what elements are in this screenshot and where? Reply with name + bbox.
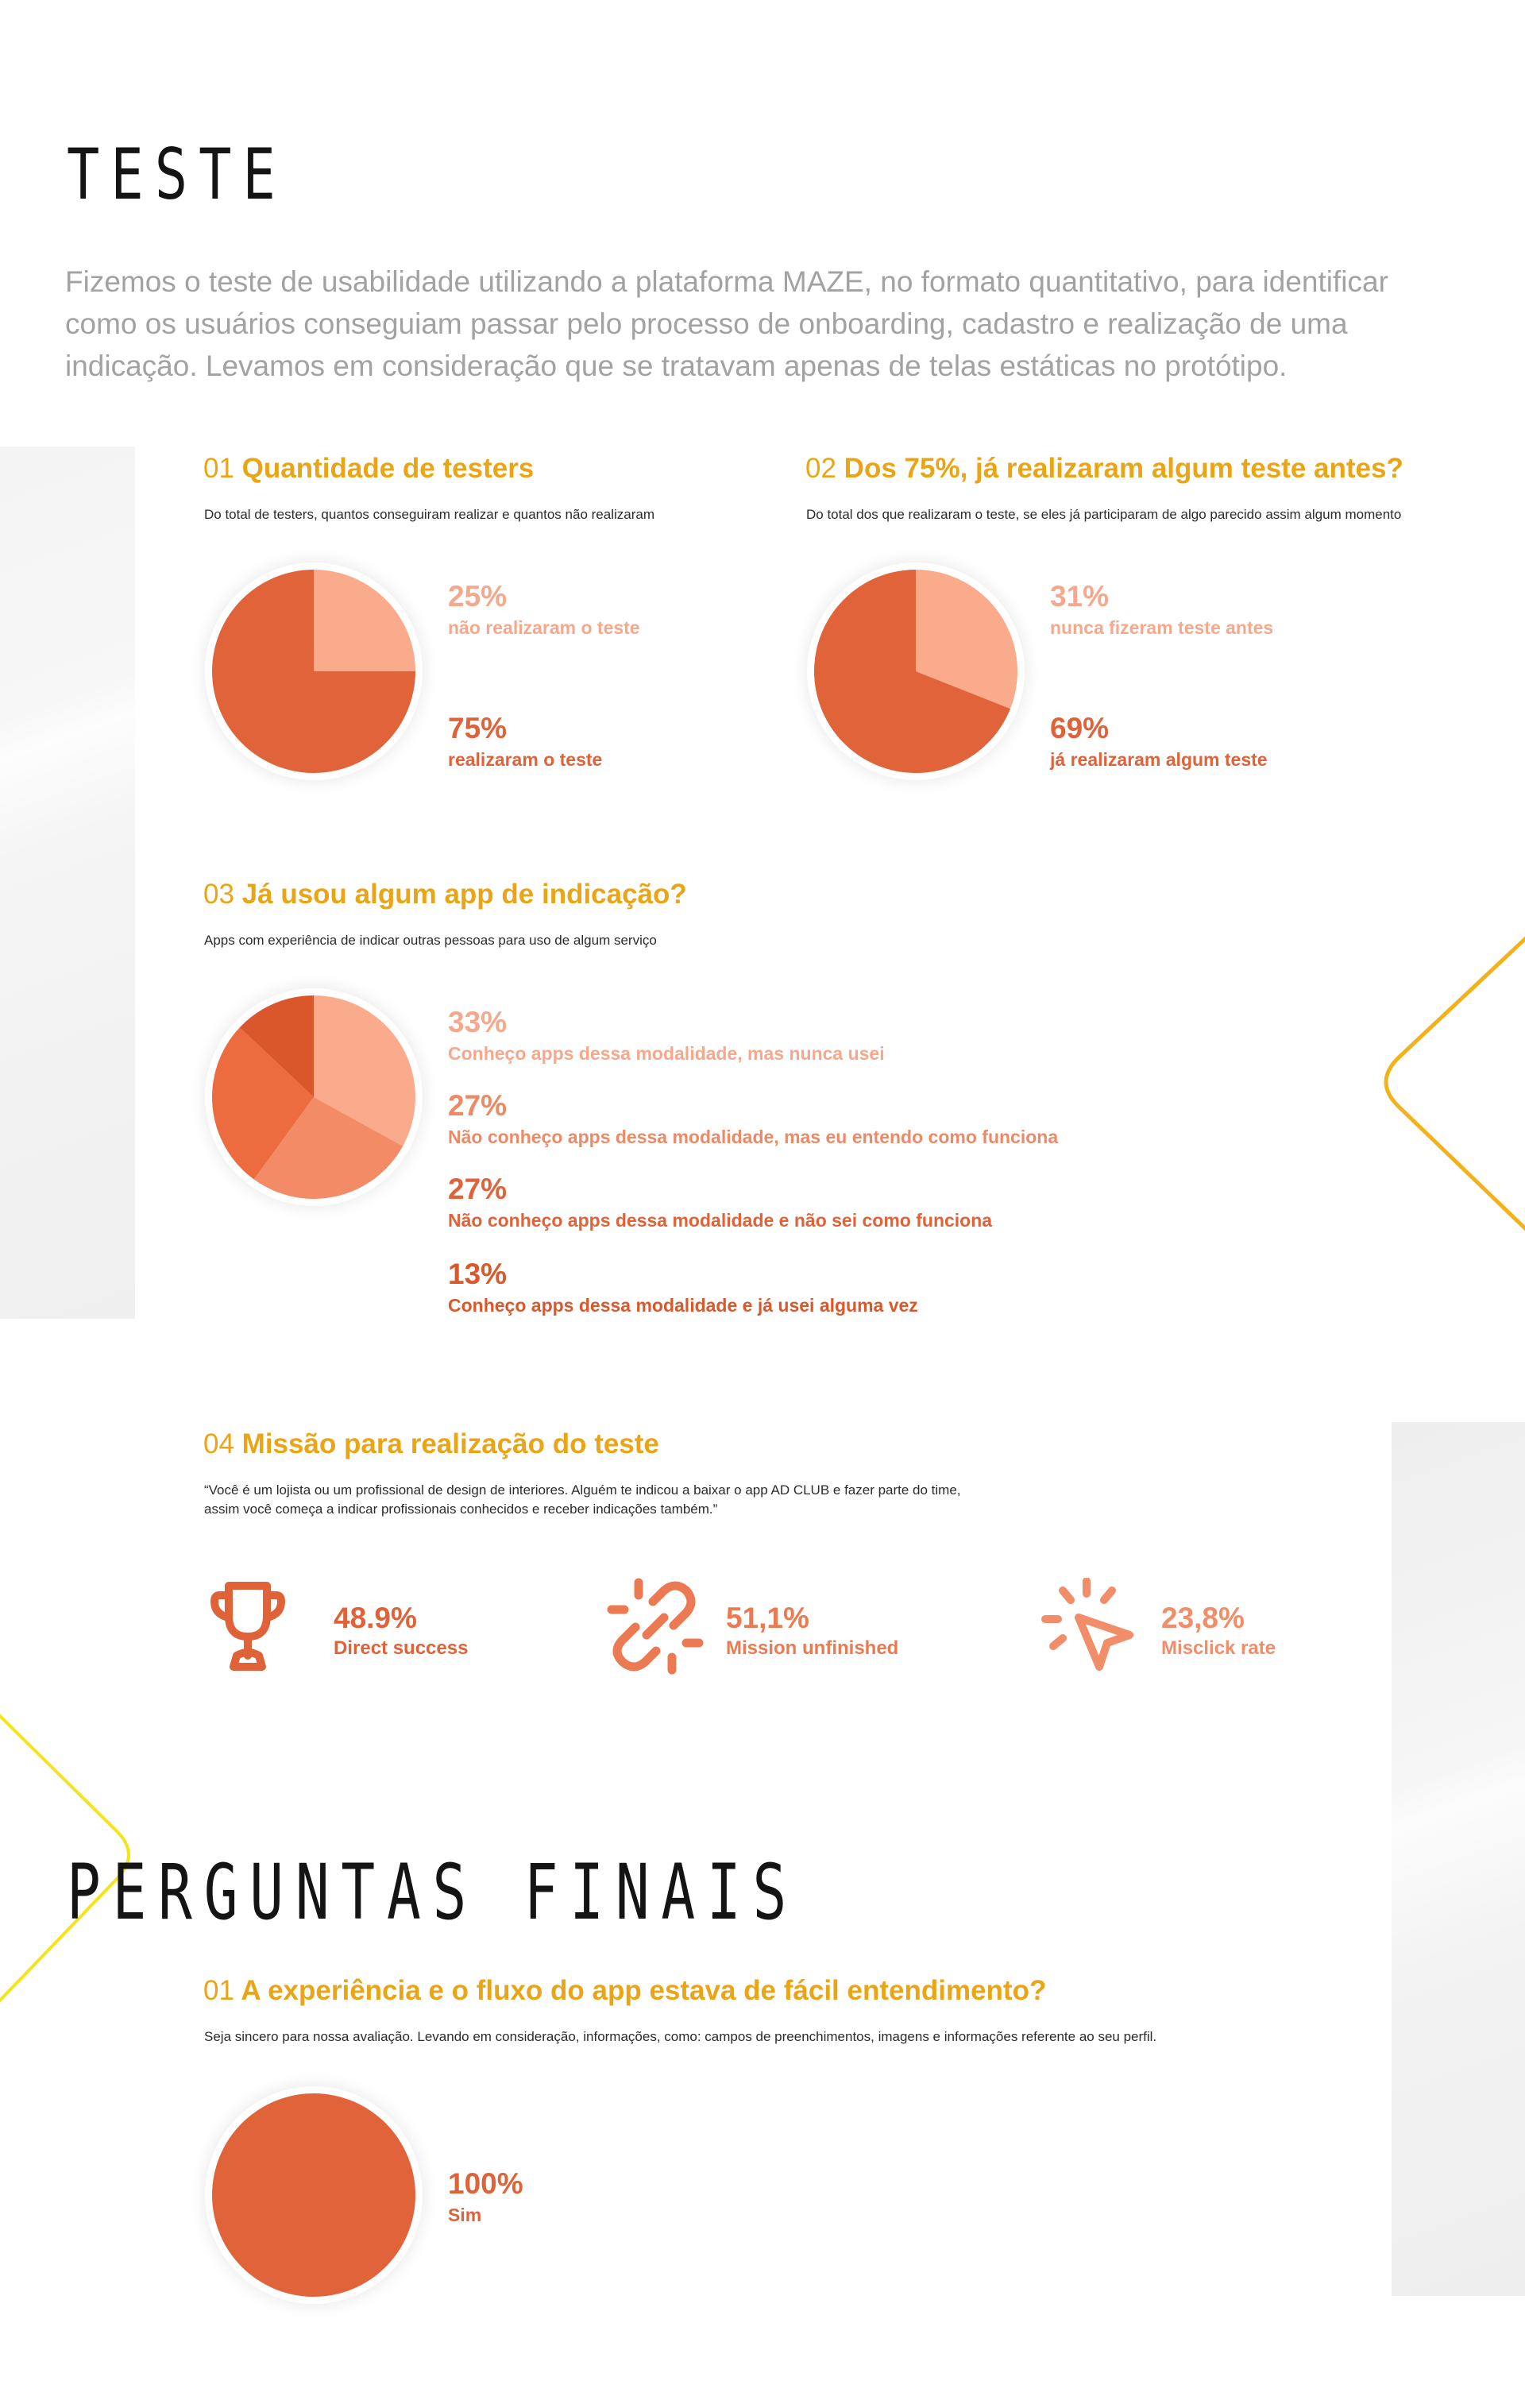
q1-slice-0	[314, 570, 415, 671]
q4-title-text: Missão para realização do teste	[241, 1428, 659, 1459]
q3-pie-svg	[205, 988, 423, 1206]
q1-item-0-pct: 25%	[448, 580, 508, 613]
q3-item-3-label: Conheço apps dessa modalidade e já usei alguma vez	[448, 1295, 918, 1316]
q1-pie-svg	[205, 562, 423, 780]
stat-misclick-rate-label: Misclick rate	[1161, 1637, 1276, 1659]
trophy-icon	[210, 1579, 286, 1675]
pf-q1-item-0-pct: 100%	[448, 2167, 523, 2200]
teste-intro-text: Fizemos o teste de usabilidade utilizando a plataforma MAZE, no formato quantitativo, para identificar como os usuários conseguiam passar pelo processo de onboarding, cadastro e realização de uma indicação. Levamos em consideração que se tratavam apenas de telas estáticas no protótipo.	[65, 265, 1388, 382]
q2-subtitle: Do total dos que realizaram o teste, se eles já participaram de algo parecido assim algum momento	[806, 507, 1402, 522]
stat-mission-unfinished-label: Mission unfinished	[726, 1637, 899, 1659]
q2-title-text: Dos 75%, já realizaram algum teste antes?	[844, 453, 1403, 484]
q2-item-0-label: nunca fizeram teste antes	[1050, 617, 1274, 638]
q1-item-0-label: não realizaram o teste	[448, 617, 640, 638]
q3-title-text: Já usou algum app de indicação?	[241, 879, 687, 910]
stat-direct-success-label: Direct success	[334, 1637, 469, 1659]
q4-quote-line-2: assim você começa a indicar profissionais conhecidos e receber indicações também.”	[204, 1502, 718, 1517]
q1-title-text: Quantidade de testers	[241, 453, 535, 484]
pf-q1-number: 01	[203, 1975, 234, 2006]
q3-item-0-pct: 33%	[448, 1006, 508, 1038]
q3-item-1-label: Não conheço apps dessa modalidade, mas eu entendo como funciona	[448, 1127, 1059, 1147]
cursor-click-icon	[1040, 1578, 1139, 1676]
q4-number: 04	[203, 1428, 234, 1459]
q4-title	[203, 1430, 659, 1458]
q1-subtitle: Do total de testers, quantos conseguiram realizar e quantos não realizaram	[204, 507, 654, 522]
stat-direct-success-pct: 48.9%	[334, 1602, 417, 1634]
q2-item-0-pct: 31%	[1050, 580, 1110, 613]
stat-mission-unfinished-pct: 51,1%	[726, 1602, 809, 1634]
q3-item-2-label: Não conheço apps dessa modalidade e não sei como funciona	[448, 1210, 993, 1231]
teste-section-title: TESTE	[67, 133, 287, 215]
q2-number: 02	[805, 453, 836, 484]
pf-q1-item-0-label: Sim	[448, 2205, 482, 2225]
q3-pie-chart	[205, 988, 423, 1206]
broken-link-icon	[607, 1578, 704, 1675]
pf-q1-title	[203, 1977, 1046, 2004]
decor-outline-right	[1386, 937, 1525, 1230]
q3-item-1-pct: 27%	[448, 1089, 508, 1122]
q1-number: 01	[203, 453, 234, 484]
pf-q1-subtitle: Seja sincero para nossa avaliação. Levando em consideração, informações, como: campos de preenchimentos, imagens e informações referente ao seu perfil.	[204, 2029, 1157, 2044]
q2-item-1-label: já realizaram algum teste	[1050, 749, 1268, 770]
q1-item-1-label: realizaram o teste	[448, 749, 603, 770]
stat-misclick-rate-pct: 23,8%	[1161, 1602, 1245, 1634]
q3-subtitle: Apps com experiência de indicar outras pessoas para uso de algum serviço	[204, 933, 657, 948]
q3-number: 03	[203, 879, 234, 910]
perguntas-section-title: PERGUNTAS FINAIS	[67, 1848, 799, 1937]
q3-item-0-label: Conheço apps dessa modalidade, mas nunca usei	[448, 1043, 885, 1064]
perguntas-q1-slice-0	[212, 2093, 415, 2297]
q2-item-1-pct: 69%	[1050, 712, 1110, 744]
q3-item-3-pct: 13%	[448, 1258, 508, 1290]
q3-title	[203, 880, 687, 908]
pf-q1-pie-chart	[205, 2086, 423, 2304]
q3-item-2-pct: 27%	[448, 1173, 508, 1205]
q2-title	[805, 454, 1403, 482]
q1-title	[203, 454, 534, 482]
q2-pie-chart	[807, 562, 1025, 780]
q1-item-1-pct: 75%	[448, 712, 508, 744]
pf-q1-pie-svg	[205, 2086, 423, 2304]
q4-quote-line-1: “Você é um lojista ou um profissional de design de interiores. Alguém te indicou a baixar o app AD CLUB e fazer parte do time,	[204, 1482, 961, 1498]
pf-q1-title-text: A experiência e o fluxo do app estava de fácil entendimento?	[241, 1975, 1047, 2006]
q2-pie-svg	[807, 562, 1025, 780]
q1-pie-chart	[205, 562, 423, 780]
